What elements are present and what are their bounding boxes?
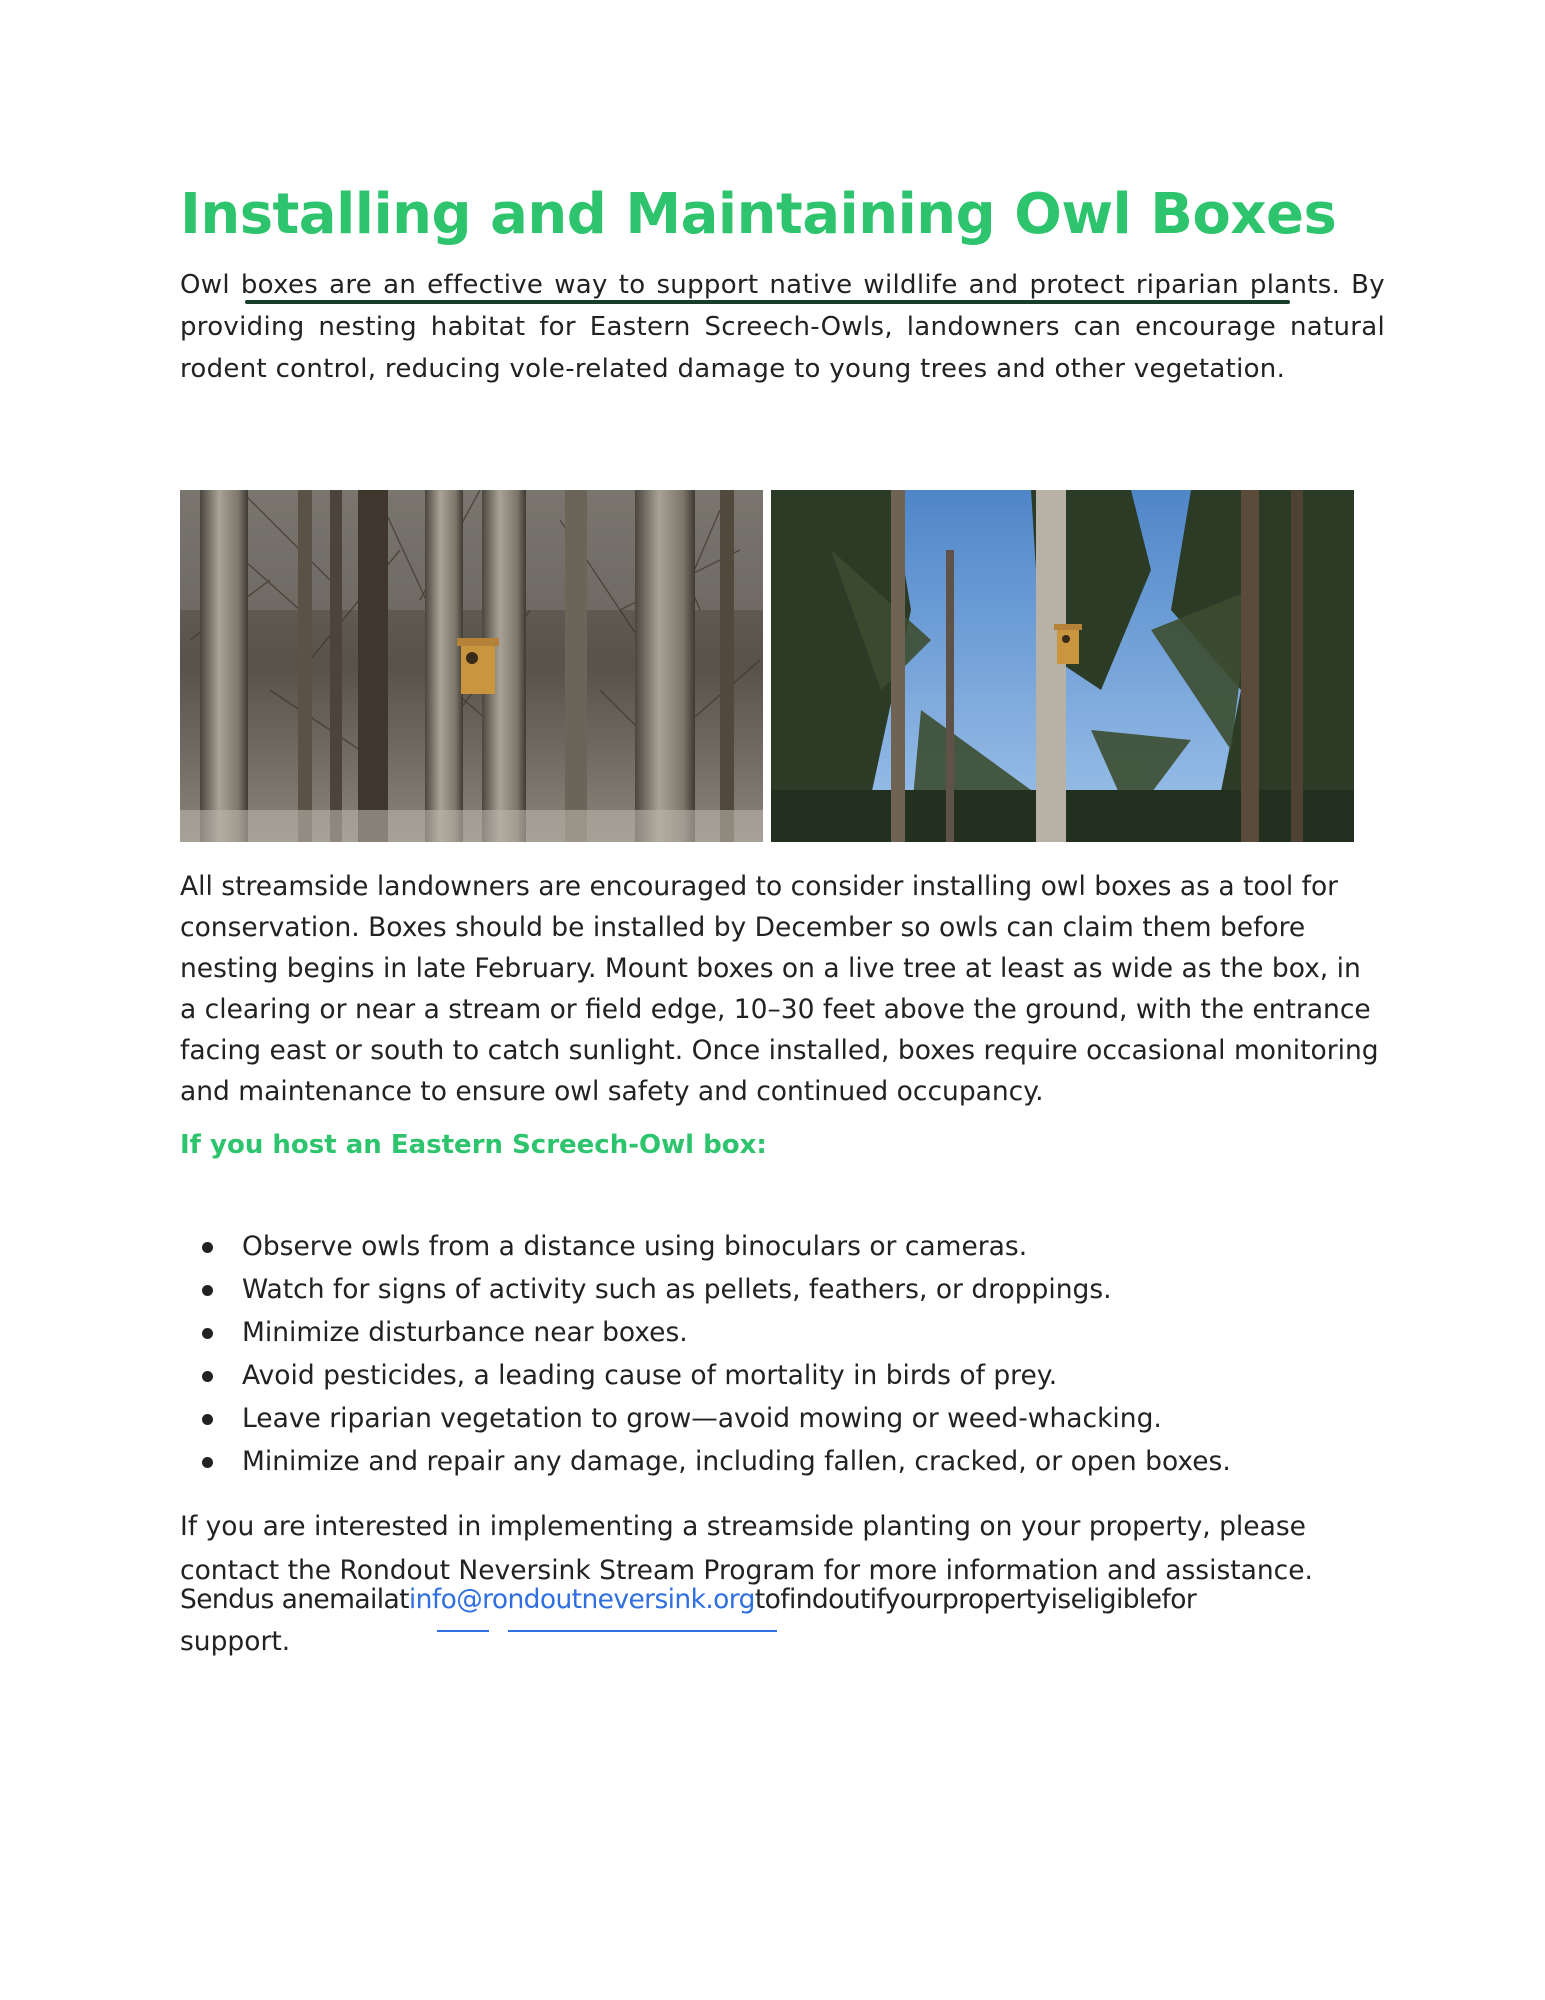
- email-link-underline: [437, 1630, 489, 1632]
- closing-paragraph: If you are interested in implementing a streamside planting on your property, please contact the Rondout Neversink Stream Program for more information and assistance.: [180, 1511, 1313, 1586]
- left-photo: [180, 490, 763, 842]
- list-item: [180, 1397, 1231, 1440]
- intro-paragraph: Owl boxes are an effective way to support native wildlife and protect riparian plants. By providing nesting habitat for Eastern Screech-Owls, landowners can encourage natural rodent control, reducing vole-related damage to young trees and other vegetation.: [180, 270, 1385, 384]
- tips-list: [180, 1225, 1231, 1483]
- list-item-text: Avoid pesticides, a leading cause of mortality in birds of prey.: [242, 1360, 1058, 1391]
- list-item: [180, 1311, 1231, 1354]
- list-item-text: Watch for signs of activity such as pellets, feathers, or droppings.: [242, 1274, 1112, 1305]
- bullet-icon: [202, 1285, 213, 1296]
- list-item-text: Leave riparian vegetation to grow—avoid mowing or weed-whacking.: [242, 1403, 1162, 1434]
- contact-prefix: Sendus anemailat: [180, 1584, 409, 1615]
- owl-box-left: [457, 638, 499, 694]
- list-item: [180, 1225, 1231, 1268]
- list-item-text: Minimize disturbance near boxes.: [242, 1317, 688, 1348]
- email-link[interactable]: info@rondoutneversink.org: [408, 1584, 755, 1615]
- contact-suffix: tofindoutifyourpropertyiseligiblefor: [754, 1584, 1197, 1615]
- body-paragraph: All streamside landowners are encouraged to consider installing owl boxes as a tool for conservation. Boxes should be installed by December so owls can claim them before nesting begins in late February. Mount boxes on a live tree at least as wide as the box, in a clearing or near a stream or field edge, 10–30 feet above the ground, with the entrance facing east or south to catch sunlight. Once installed, boxes require occasional monitoring and maintenance to ensure owl safety and continued occupancy.: [180, 871, 1379, 1107]
- list-item: [180, 1354, 1231, 1397]
- right-photo: [771, 490, 1354, 842]
- bullet-icon: [202, 1242, 213, 1253]
- bullet-icon: [202, 1371, 213, 1382]
- bullet-icon: [202, 1414, 213, 1425]
- bullet-icon: [202, 1457, 213, 1468]
- contact-line-2: support.: [180, 1626, 291, 1657]
- pine-forest-image: [771, 490, 1354, 842]
- email-link-underline: [508, 1630, 777, 1632]
- owl-box-right: [1054, 624, 1082, 664]
- list-item-text: Minimize and repair any damage, including fallen, cracked, or open boxes.: [242, 1446, 1231, 1477]
- list-item: [180, 1440, 1231, 1483]
- list-item: [180, 1268, 1231, 1311]
- page-title: Installing and Maintaining Owl Boxes: [180, 182, 1337, 247]
- contact-line: [180, 1580, 1196, 1620]
- winter-forest-image: [180, 490, 763, 842]
- list-item-text: Observe owls from a distance using binoculars or cameras.: [242, 1231, 1028, 1262]
- bullet-icon: [202, 1328, 213, 1339]
- intro-underline: [245, 300, 1290, 304]
- section-subheading: If you host an Eastern Screech-Owl box:: [180, 1130, 767, 1160]
